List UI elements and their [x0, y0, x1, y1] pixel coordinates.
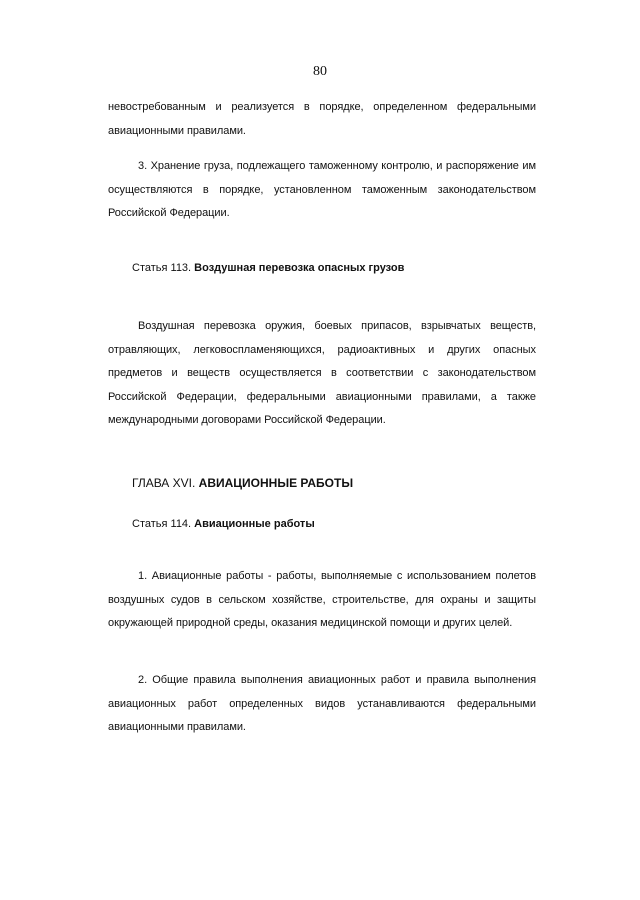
article-114-heading	[132, 518, 315, 530]
page-number: 80	[313, 64, 327, 79]
chapter-16-label: ГЛАВА XVI.	[132, 476, 199, 490]
article-113-title: Воздушная перевозка опасных грузов	[194, 262, 405, 274]
paragraph-aviation-works-rules: 2. Общие правила выполнения авиационных работ и правила выполнения авиационных работ определенных видов устанавливаются федеральными авиационными правилами.	[108, 674, 536, 733]
article-114-label: Статья 114.	[132, 518, 195, 530]
chapter-16-heading	[132, 476, 353, 490]
article-113-heading	[132, 262, 404, 274]
paragraph-dangerous-goods: Воздушная перевозка оружия, боевых припасов, взрывчатых веществ, отравляющих, легковоспламеняющихся, радиоактивных и других опасных предметов и веществ осуществляется в соответствии с законодательством Российской Федерации, федеральными авиационными правилами, а также международными договорами Российской Федерации.	[108, 320, 536, 426]
paragraph-aviation-works-definition: 1. Авиационные работы - работы, выполняемые с использованием полетов воздушных судов в сельском хозяйстве, строительстве, для охраны и защиты окружающей природной среды, оказания медицинской помощи и других целей.	[108, 570, 536, 629]
paragraph-customs-storage: 3. Хранение груза, подлежащего таможенному контролю, и распоряжение им осуществляются в порядке, установленном таможенным законодательством Российской Федерации.	[108, 160, 536, 219]
paragraph-cargo-unclaimed: невостребованным и реализуется в порядке, определенном федеральными авиационными правилами.	[108, 101, 536, 137]
chapter-16-title: АВИАЦИОННЫЕ РАБОТЫ	[198, 476, 354, 490]
article-113-label: Статья 113.	[132, 262, 195, 274]
article-114-title: Авиационные работы	[194, 518, 315, 530]
